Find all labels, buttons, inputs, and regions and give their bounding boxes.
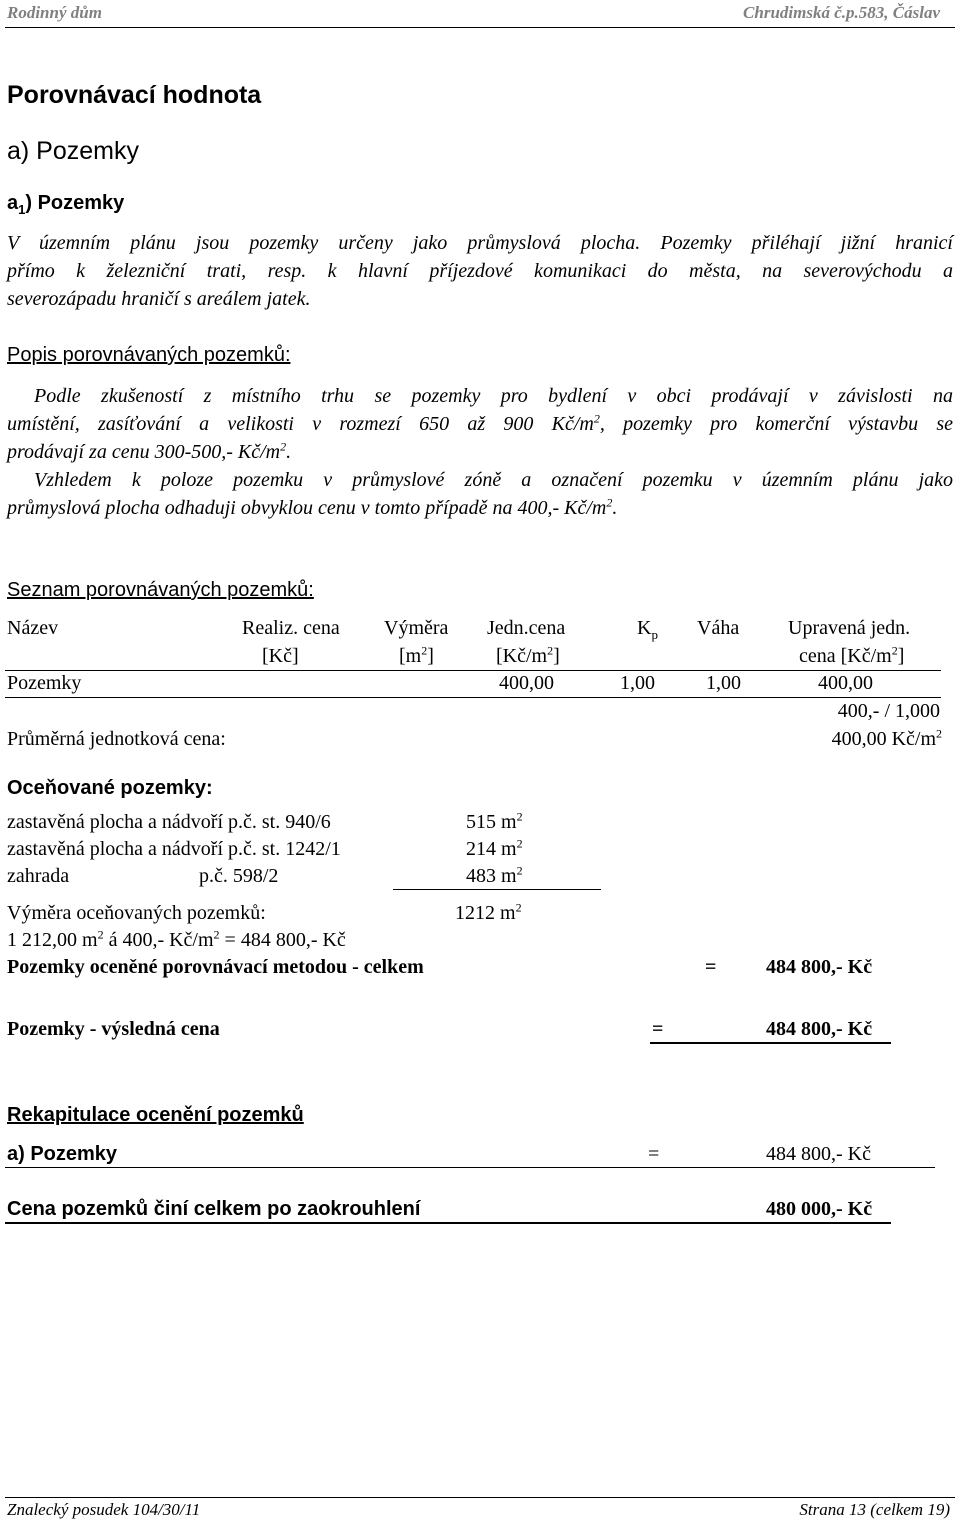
col-header-kp: $K_p$ (637, 617, 658, 642)
col-header-upravena: Upravená jedn. (788, 617, 911, 639)
table-cell-vaha: 1,00 (706, 672, 741, 694)
header-left: Rodinný dům (7, 3, 102, 22)
col-header-jedn: Jedn.cena (487, 617, 566, 639)
final-value: 480 000,- Kč (766, 1198, 873, 1220)
footer-right: Strana 13 (celkem 19) (799, 1500, 950, 1519)
popis-heading: Popis porovnávaných pozemků: (7, 344, 291, 366)
header-divider (5, 27, 955, 28)
average-calc: 400,- / 1,000 (837, 700, 940, 722)
final-label: Cena pozemků činí celkem po zaokrouhlení (7, 1198, 421, 1220)
col-header-upravena-unit: cena $[Kč/m^2]$ (799, 643, 905, 667)
col-header-realiz: Realiz. cena (242, 617, 340, 639)
rekapitulace-item: a) Pozemky (7, 1143, 118, 1165)
intro-line: severozápadu hraničí s areálem jatek. (7, 288, 311, 310)
parcel-sum-divider (393, 889, 601, 890)
ocenovane-heading: Oceňované pozemky: (7, 777, 213, 799)
col-header-realiz-unit: [Kč] (262, 645, 299, 667)
vysledna-label: Pozemky - výsledná cena (7, 1018, 220, 1040)
footer-left: Znalecký posudek 104/30/11 (7, 1500, 201, 1519)
vysledna-equals: = (652, 1018, 664, 1040)
intro-line: V územním plánu jsou pozemky určeny jako průmyslová plocha. Pozemky přiléhají jižní hranicí (7, 232, 953, 254)
col-header-vaha: Váha (697, 617, 740, 639)
rekapitulace-heading: Rekapitulace ocenění pozemků (7, 1104, 304, 1126)
parcel-area: 214 $m^2$ (466, 836, 523, 860)
average-label: Průměrná jednotková cena: (7, 728, 226, 750)
calculation-line: 1 212,00 $m^2$ á 400,- $Kč/m^2 = 484$ 800,- Kč (7, 927, 346, 951)
parcel-area: 515 $m^2$ (466, 809, 523, 833)
subsection-heading: $a_1$) Pozemky (7, 192, 125, 217)
parcel-name: zastavěná plocha a nádvoří p.č. st. 1242/1 (7, 838, 341, 860)
celkem-label: Pozemky oceněné porovnávací metodou - celkem (7, 956, 424, 978)
table-cell-jedn: 400,00 (499, 672, 554, 694)
parcel-area: 483 $m^2$ (466, 863, 523, 887)
intro-line: přímo k železniční trati, resp. k hlavní příjezdové komunikaci do města, na severovýchodu a (7, 260, 953, 282)
section-heading: a) Pozemky (7, 137, 139, 165)
vysledna-value: 484 800,- Kč (766, 1018, 873, 1040)
vymera-label: Výměra oceňovaných pozemků: (7, 902, 266, 924)
vysledna-underline (650, 1042, 891, 1044)
footer-divider (5, 1497, 955, 1498)
seznam-heading: Seznam porovnávaných pozemků: (7, 579, 314, 601)
table-cell-name: Pozemky (7, 672, 82, 694)
page-title: Porovnávací hodnota (7, 81, 262, 109)
final-underline (5, 1222, 891, 1224)
parcel-name: zastavěná plocha a nádvoří p.č. st. 940/6 (7, 811, 331, 833)
parcel-number: p.č. 598/2 (199, 865, 279, 887)
col-header-vymera: Výměra (384, 617, 449, 639)
rekapitulace-equals: = (648, 1143, 660, 1165)
vymera-value: 1212 $m^2$ (455, 900, 522, 924)
table-row-divider (5, 697, 941, 698)
celkem-equals: = (705, 956, 717, 978)
popis-paragraph: Podle zkušeností z místního trhu se pozemky pro bydlení v obci prodávají v závislosti na umístění, zasíťování a velikosti v rozmezí 650 až 900 $Kč/m^2$, pozemky pro komerční výstavbu se prodávají za cenu 300-500,- $Kč/m^2$. Vzhledem k poloze pozemku v průmyslové zóně a označení pozemku v územním plánu jako průmyslová plocha odhaduji obvyklou cenu v tomto případě na 400,- $Kč/m^2$. (7, 385, 953, 519)
parcel-name: zahrada (7, 865, 70, 887)
rekapitulace-divider (5, 1167, 935, 1168)
table-cell-kp: 1,00 (620, 672, 655, 694)
intro-paragraph (7, 229, 953, 313)
col-header-nazev: Název (7, 617, 59, 639)
col-header-vymera-unit: $[m^2]$ (399, 643, 434, 667)
table-cell-upravena: 400,00 (818, 672, 873, 694)
table-header-divider (5, 670, 941, 671)
rekapitulace-value: 484 800,- Kč (766, 1143, 871, 1165)
celkem-value: 484 800,- Kč (766, 956, 873, 978)
average-value: 400,00 $Kč/m^2$ (831, 726, 942, 750)
header-right: Chrudimská č.p.583, Čáslav (743, 3, 940, 22)
col-header-jedn-unit: $[Kč/m^2]$ (496, 643, 560, 667)
